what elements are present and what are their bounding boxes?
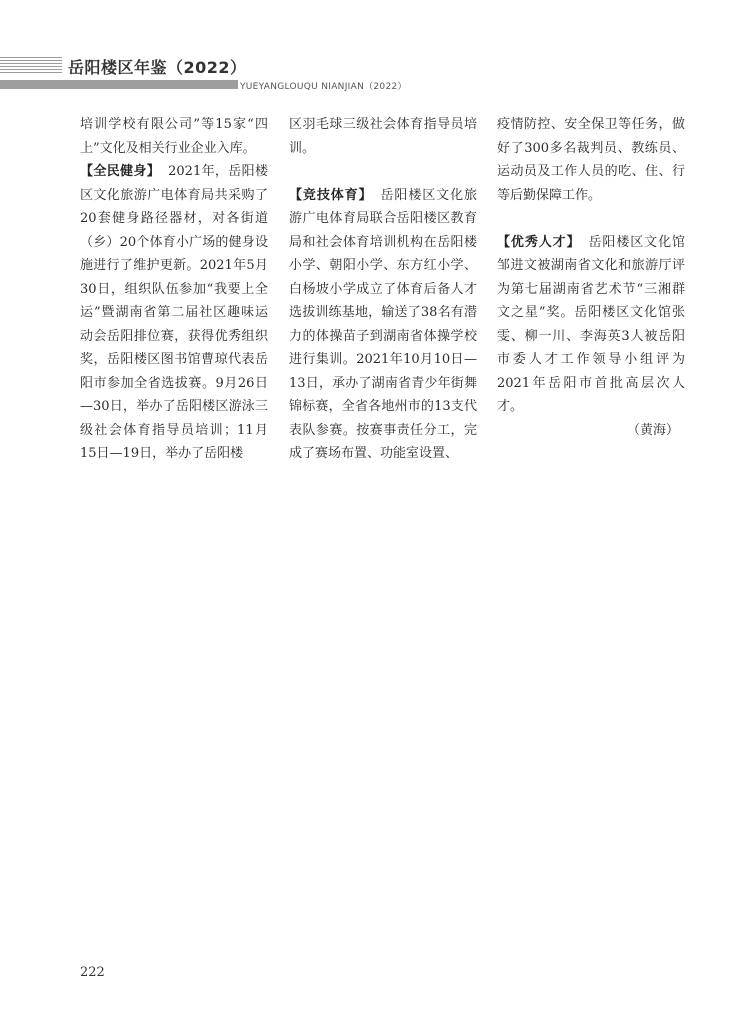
section-talent <box>497 231 685 419</box>
section-heading-fitness: 【全民健身】 <box>80 164 161 179</box>
running-header-title: 岳阳楼区年鉴（2022） <box>68 58 247 77</box>
text-column-3 <box>497 113 685 442</box>
running-header-subtitle: YUEYANGLOUQU NIANJIAN（2022） <box>240 82 407 92</box>
page-number: 222 <box>80 965 105 980</box>
section-heading-talent: 【优秀人才】 <box>497 234 581 250</box>
section-body-competitive-sports: 岳阳楼区文化旅游广电体育局联合岳阳楼区教育局和社会体育培训机构在岳阳楼小学、朝阳小学、东方红小学、白杨坡小学成立了体育后备人才选拔训练基地，输送了38名有潜力的体操苗子到湖南省体操学校进行集训。2021年10月10日—13日，承办了湖南省青少年街舞锦标赛，全省各地州市的13支代表队参赛。按赛事责任分工，完成了赛场布置、功能室设置、 <box>289 187 477 461</box>
paragraph-continued: 疫情防控、安全保卫等任务，做好了300多名裁判员、教练员、运动员及工作人员的吃、住、行等后勤保障工作。 <box>497 117 685 203</box>
text-column-2 <box>289 113 477 466</box>
section-heading-competitive-sports: 【竞技体育】 <box>289 187 373 203</box>
header-stripes-decoration <box>0 57 62 75</box>
section-body-talent: 岳阳楼区文化馆邹进文被湖南省文化和旅游厅评为第七届湖南省艺术节“三湘群文之星”奖。岳阳楼区文化馆张雯、柳一川、李海英3人被岳阳市委人才工作领导小组评为2021年岳阳市首批高层次人才。 <box>497 234 685 414</box>
section-fitness <box>80 160 268 466</box>
paragraph-intro: 培训学校有限公司”等15家“四上”文化及相关行业企业入库。 <box>80 117 268 156</box>
paragraph-continued: 区羽毛球三级社会体育指导员培训。 <box>289 117 477 156</box>
header-bar-decoration <box>0 80 238 89</box>
section-body-fitness: 2021年，岳阳楼区文化旅游广电体育局共采购了20套健身路径器材，对各街道（乡）20个体育小广场的健身设施进行了维护更新。2021年5月30日，组织队伍参加“我要上全运”暨湖南省第二届社区趣味运动会岳阳排位赛，获得优秀组织奖，岳阳楼区图书馆曹琼代表岳阳市参加全省选拔赛。9月26日—30日，举办了岳阳楼区游泳三级社会体育指导员培训；11月15日—19日，举办了岳阳楼 <box>80 164 268 461</box>
author-credit: （黄海） <box>626 422 679 438</box>
text-column-1 <box>80 113 268 466</box>
section-competitive-sports <box>289 184 477 466</box>
